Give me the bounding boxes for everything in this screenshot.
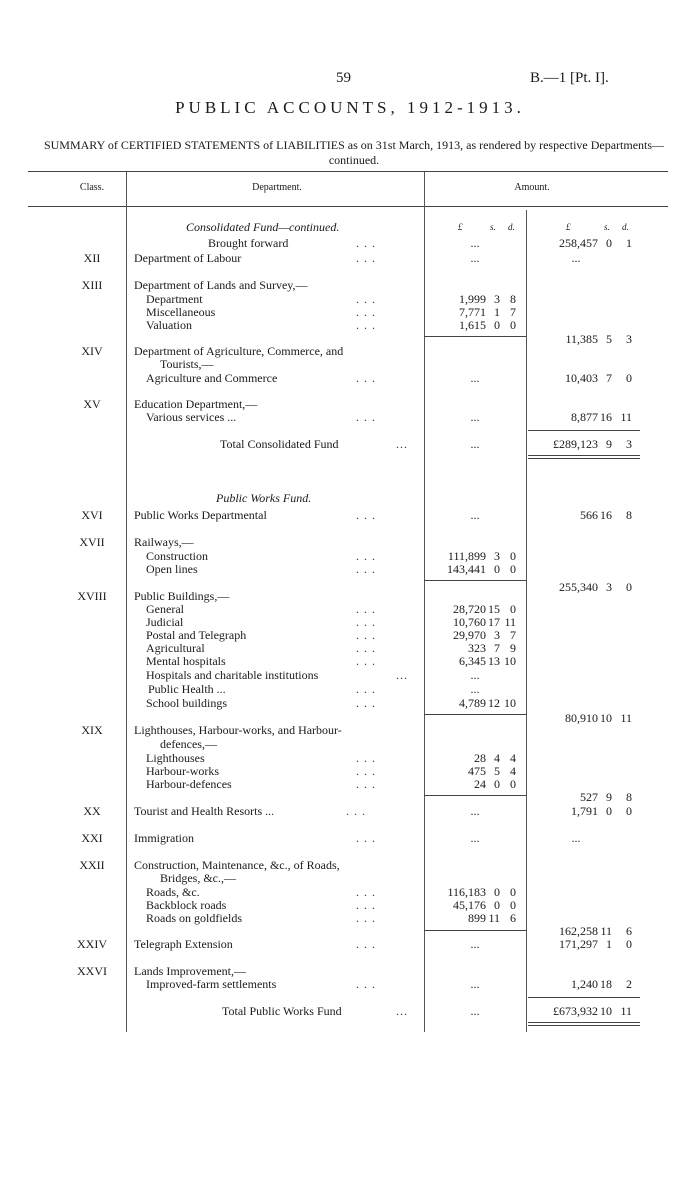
total-rule <box>528 430 640 431</box>
item-row <box>0 562 700 576</box>
item-label: Roads on goldfields <box>146 911 242 925</box>
item-label: Agriculture and Commerce <box>146 371 278 385</box>
item-label: Postal and Telegraph <box>146 628 247 642</box>
class-xxii-row <box>0 858 700 872</box>
grand-total-shillings: 10 <box>600 1004 612 1018</box>
item-shillings: 0 <box>494 777 500 791</box>
item-amount-empty: ... <box>470 682 480 696</box>
leader-dots: . . . <box>356 615 376 629</box>
document-reference: B.—1 [Pt. I]. <box>530 70 609 86</box>
class-number: XVI <box>81 508 103 522</box>
item-row <box>0 654 700 668</box>
item-label: Agricultural <box>146 641 205 655</box>
empty-amount: ... <box>470 236 480 250</box>
item-pence: 0 <box>510 898 516 912</box>
total-shillings: 10 <box>600 711 612 725</box>
department-label: Department of Labour <box>134 251 242 265</box>
item-pounds: 111,899 <box>447 549 486 563</box>
item-pounds: 1,615 <box>459 318 486 332</box>
total-pence: 8 <box>626 508 632 522</box>
item-row <box>0 318 700 332</box>
total-pounds: 1,791 <box>571 804 598 818</box>
brought-forward-label: Brought forward <box>208 236 289 250</box>
total-pence: 0 <box>626 371 632 385</box>
page-title: PUBLIC ACCOUNTS, 1912-1913. <box>175 98 525 117</box>
total-pence: 11 <box>620 711 632 725</box>
item-pounds: 323 <box>468 641 486 655</box>
item-pence: 0 <box>510 549 516 563</box>
grand-total-label: Total Public Works Fund <box>222 1004 342 1018</box>
leader-dots: . . . <box>356 292 376 306</box>
item-shillings: 0 <box>494 562 500 576</box>
item-row <box>0 549 700 563</box>
item-label: Harbour-defences <box>146 777 232 791</box>
item-label: Valuation <box>146 318 192 332</box>
summary-caption: SUMMARY of CERTIFIED STATEMENTS of LIABILITIES as on 31st March, 1913, as rendered by respective Departments—continued. <box>43 138 665 167</box>
department-label: Department of Lands and Survey,— <box>134 278 308 292</box>
double-rule <box>528 458 640 459</box>
total-pounds: 258,457 <box>559 236 598 250</box>
double-rule <box>528 1025 640 1026</box>
empty-amount: ... <box>470 977 480 991</box>
total-pence: 1 <box>626 236 632 250</box>
empty-amount: ... <box>470 508 480 522</box>
item-row <box>0 628 700 642</box>
item-row <box>0 615 700 629</box>
consolidated-heading: Consolidated Fund—continued. <box>186 220 340 234</box>
empty-amount: ... <box>470 410 480 424</box>
department-label: Education Department,— <box>134 397 258 411</box>
total-shillings: 3 <box>606 580 612 594</box>
leader-dots: . . . <box>356 628 376 642</box>
item-row <box>0 977 700 991</box>
total-pence: 8 <box>626 790 632 804</box>
total-pence: 11 <box>620 410 632 424</box>
department-label: Construction, Maintenance, &c., of Roads, <box>134 858 340 872</box>
leader-dots: . . . <box>356 885 376 899</box>
unit-pence-total: d. <box>622 222 629 232</box>
item-pounds: 7,771 <box>459 305 486 319</box>
class-number: XVIII <box>77 589 107 603</box>
leader-dots: . . . <box>356 549 376 563</box>
grand-total-pence: 3 <box>626 437 632 451</box>
item-pence: 9 <box>510 641 516 655</box>
item-shillings: 1 <box>494 305 500 319</box>
department-label-continued: Bridges, &c.,— <box>160 871 236 885</box>
unit-pounds: £ <box>458 222 463 232</box>
item-pounds: 899 <box>468 911 486 925</box>
class-xx-row <box>0 804 700 818</box>
item-pence: 10 <box>504 696 516 710</box>
department-label: Public Works Departmental <box>134 508 267 522</box>
total-pounds: 566 <box>580 508 598 522</box>
total-pence: 6 <box>626 924 632 938</box>
class-xv-row <box>0 397 700 411</box>
class-xix-row <box>0 723 700 737</box>
class-number: XII <box>83 251 101 265</box>
item-label: Hospitals and charitable institutions <box>146 668 319 682</box>
department-label: Lands Improvement,— <box>134 964 246 978</box>
class-xii-row <box>0 251 700 265</box>
leader-dots: . . . <box>356 764 376 778</box>
item-row <box>0 602 700 616</box>
unit-pounds-total: £ <box>566 222 571 232</box>
brought-forward-row <box>0 236 700 250</box>
empty-amount: ... <box>470 371 480 385</box>
item-amount-empty: ... <box>470 668 480 682</box>
total-pounds: 171,297 <box>559 937 598 951</box>
class-xxiv-row <box>0 937 700 951</box>
item-pounds: 4,789 <box>459 696 486 710</box>
empty-amount: ... <box>470 831 480 845</box>
item-pounds: 475 <box>468 764 486 778</box>
leader-dots: ... <box>396 1004 408 1018</box>
public-works-heading-row <box>0 491 700 505</box>
item-row <box>0 305 700 319</box>
item-label: Harbour-works <box>146 764 220 778</box>
item-pence: 8 <box>510 292 516 306</box>
empty-amount: ... <box>470 804 480 818</box>
empty-amount: ... <box>470 1004 480 1018</box>
leader-dots: . . . <box>356 305 376 319</box>
leader-dots: . . . <box>356 602 376 616</box>
leader-dots: . . . <box>356 508 376 522</box>
item-shillings: 3 <box>494 549 500 563</box>
leader-dots: . . . <box>356 777 376 791</box>
total-shillings: 9 <box>606 790 612 804</box>
unit-shillings-total: s. <box>604 222 610 232</box>
grand-total-pounds: £673,932 <box>553 1004 598 1018</box>
empty-amount: ... <box>470 437 480 451</box>
leader-dots: . . . <box>356 937 376 951</box>
item-shillings: 0 <box>494 898 500 912</box>
leader-dots: . . . <box>356 696 376 710</box>
class-number: XXI <box>81 831 103 845</box>
item-pence: 0 <box>510 602 516 616</box>
item-label: Miscellaneous <box>146 305 216 319</box>
class-xvii-row <box>0 535 700 549</box>
total-shillings: 0 <box>606 236 612 250</box>
item-row <box>0 292 700 306</box>
total-shillings: 18 <box>600 977 612 991</box>
total-pence: 2 <box>626 977 632 991</box>
leader-dots: . . . <box>356 410 376 424</box>
department-label-continued: defences,— <box>160 737 217 751</box>
item-label: Construction <box>146 549 208 563</box>
leader-dots: . . . <box>356 977 376 991</box>
continuation-row <box>0 357 700 371</box>
class-number: XXII <box>79 858 105 872</box>
item-row <box>0 751 700 765</box>
continuation-row <box>0 871 700 885</box>
consolidated-heading-row <box>0 220 700 234</box>
empty-total: ... <box>571 831 581 845</box>
total-rule <box>528 997 640 998</box>
leader-dots: . . . <box>356 911 376 925</box>
total-pounds: 1,240 <box>571 977 598 991</box>
item-pounds: 1,999 <box>459 292 486 306</box>
leader-dots: . . . <box>356 318 376 332</box>
class-xvi-row <box>0 508 700 522</box>
class-xix-total-row <box>0 790 700 804</box>
item-pence: 10 <box>504 654 516 668</box>
consolidated-total-row <box>0 437 700 451</box>
item-shillings: 17 <box>488 615 500 629</box>
item-label: Department <box>146 292 203 306</box>
leader-dots: ... <box>396 668 408 682</box>
item-shillings: 3 <box>494 628 500 642</box>
total-shillings: 16 <box>600 410 612 424</box>
item-shillings: 7 <box>494 641 500 655</box>
item-row <box>0 764 700 778</box>
item-pence: 6 <box>510 911 516 925</box>
item-shillings: 11 <box>488 911 500 925</box>
total-pence: 0 <box>626 937 632 951</box>
department-label-continued: Tourists,— <box>160 357 214 371</box>
table-top-rule <box>28 171 668 172</box>
class-xiv-row <box>0 344 700 358</box>
class-number: XXVI <box>77 964 107 978</box>
class-xxi-row <box>0 831 700 845</box>
item-pounds: 28 <box>474 751 486 765</box>
item-shillings: 3 <box>494 292 500 306</box>
column-header-class: Class. <box>79 182 105 193</box>
total-pence: 0 <box>626 804 632 818</box>
item-row <box>0 668 700 682</box>
item-pounds: 29,970 <box>453 628 486 642</box>
leader-dots: . . . <box>356 831 376 845</box>
item-pence: 0 <box>510 562 516 576</box>
department-label: Public Buildings,— <box>134 589 230 603</box>
item-label: Lighthouses <box>146 751 205 765</box>
total-pounds: 80,910 <box>565 711 598 725</box>
item-row <box>0 898 700 912</box>
item-pounds: 143,441 <box>447 562 486 576</box>
leader-dots: . . . <box>356 562 376 576</box>
leader-dots: . . . <box>356 641 376 655</box>
total-pence: 0 <box>626 580 632 594</box>
class-xiii-row <box>0 278 700 292</box>
item-pounds: 116,183 <box>447 885 486 899</box>
empty-amount: ... <box>470 251 480 265</box>
class-number: XXIV <box>77 937 107 951</box>
department-label: Tourist and Health Resorts ... <box>134 804 275 818</box>
leader-dots: . . . <box>356 898 376 912</box>
column-header-department: Department. <box>252 182 302 193</box>
item-pounds: 24 <box>474 777 486 791</box>
class-number: XIV <box>81 344 103 358</box>
total-shillings: 0 <box>606 804 612 818</box>
leader-dots: . . . <box>356 236 376 250</box>
item-row <box>0 371 700 385</box>
item-label: Mental hospitals <box>146 654 226 668</box>
item-shillings: 5 <box>494 764 500 778</box>
total-pounds: 10,403 <box>565 371 598 385</box>
page-number: 59 <box>336 70 351 86</box>
class-number: XVII <box>79 535 105 549</box>
total-shillings: 1 <box>606 937 612 951</box>
total-shillings: 5 <box>606 332 612 346</box>
department-label: Lighthouses, Harbour-works, and Harbour- <box>134 723 342 737</box>
item-label: Backblock roads <box>146 898 227 912</box>
leader-dots: ... <box>396 437 408 451</box>
leader-dots: . . . <box>356 654 376 668</box>
item-label: Open lines <box>146 562 198 576</box>
leader-dots: . . . <box>356 682 376 696</box>
item-shillings: 13 <box>488 654 500 668</box>
continuation-row <box>0 737 700 751</box>
grand-total-shillings: 9 <box>606 437 612 451</box>
total-pounds: 162,258 <box>559 924 598 938</box>
item-row <box>0 641 700 655</box>
grand-total-pence: 11 <box>620 1004 632 1018</box>
unit-pence: d. <box>508 222 515 232</box>
item-pounds: 28,720 <box>453 602 486 616</box>
item-pence: 0 <box>510 318 516 332</box>
item-pounds: 6,345 <box>459 654 486 668</box>
class-xxvi-row <box>0 964 700 978</box>
department-label: Telegraph Extension <box>134 937 233 951</box>
header-bottom-rule <box>28 206 668 207</box>
item-label: Roads, &c. <box>146 885 200 899</box>
empty-amount: ... <box>470 937 480 951</box>
item-pence: 4 <box>510 751 516 765</box>
total-shillings: 7 <box>606 371 612 385</box>
class-xviii-row <box>0 589 700 603</box>
item-row <box>0 911 700 925</box>
leader-dots: . . . <box>356 371 376 385</box>
leader-dots: . . . <box>356 751 376 765</box>
item-pence: 0 <box>510 777 516 791</box>
item-label: Improved-farm settlements <box>146 977 277 991</box>
department-label: Railways,— <box>134 535 194 549</box>
item-shillings: 0 <box>494 885 500 899</box>
class-xxii-total-row <box>0 924 700 938</box>
grand-total-pounds: £289,123 <box>553 437 598 451</box>
item-label: General <box>146 602 184 616</box>
class-number: XIII <box>81 278 103 292</box>
item-pence: 4 <box>510 764 516 778</box>
item-label: School buildings <box>146 696 228 710</box>
total-shillings: 11 <box>600 924 612 938</box>
item-label: Various services ... <box>146 410 237 424</box>
class-number: XV <box>83 397 101 411</box>
item-shillings: 12 <box>488 696 500 710</box>
item-pence: 7 <box>510 628 516 642</box>
item-label: Judicial <box>146 615 184 629</box>
double-rule <box>528 455 640 456</box>
total-pence: 3 <box>626 332 632 346</box>
total-pounds: 527 <box>580 790 598 804</box>
empty-total: ... <box>571 251 581 265</box>
item-shillings: 15 <box>488 602 500 616</box>
public-works-heading: Public Works Fund. <box>216 491 312 505</box>
department-label: Department of Agriculture, Commerce, and <box>134 344 344 358</box>
unit-shillings: s. <box>490 222 496 232</box>
item-row <box>0 410 700 424</box>
total-pounds: 8,877 <box>571 410 598 424</box>
total-pounds: 11,385 <box>565 332 598 346</box>
item-pence: 7 <box>510 305 516 319</box>
department-label: Immigration <box>134 831 194 845</box>
item-pence: 11 <box>504 615 516 629</box>
item-row <box>0 682 700 696</box>
item-pence: 0 <box>510 885 516 899</box>
item-pounds: 45,176 <box>453 898 486 912</box>
item-row <box>0 885 700 899</box>
public-works-total-row <box>0 1004 700 1018</box>
grand-total-label: Total Consolidated Fund <box>220 437 339 451</box>
item-shillings: 0 <box>494 318 500 332</box>
item-pounds: 10,760 <box>453 615 486 629</box>
item-label: Public Health ... <box>148 682 226 696</box>
class-number: XX <box>83 804 101 818</box>
item-row <box>0 777 700 791</box>
leader-dots: . . . <box>346 804 366 818</box>
double-rule <box>528 1022 640 1023</box>
item-row <box>0 696 700 710</box>
column-header-amount: Amount. <box>514 182 550 193</box>
total-pounds: 255,340 <box>559 580 598 594</box>
leader-dots: . . . <box>356 251 376 265</box>
item-shillings: 4 <box>494 751 500 765</box>
total-shillings: 16 <box>600 508 612 522</box>
class-number: XIX <box>81 723 103 737</box>
